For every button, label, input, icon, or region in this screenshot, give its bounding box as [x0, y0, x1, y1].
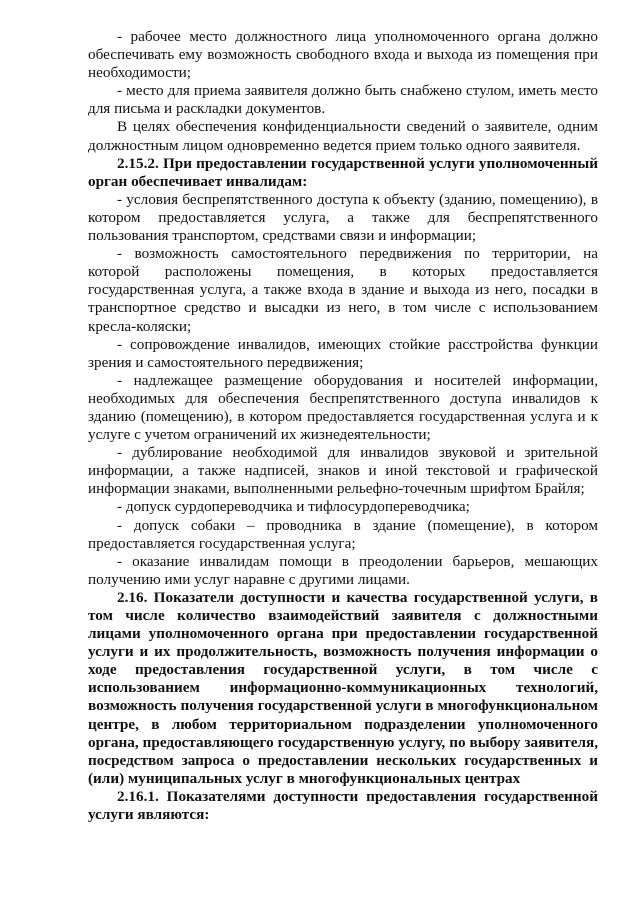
section-heading-2-15-2: 2.15.2. При предоставлении государственной услуги уполномоченный орган обеспечивает инвалидам:: [88, 154, 598, 190]
paragraph-workplace-access: - рабочее место должностного лица уполномоченного органа должно обеспечивать ему возможность свободного входа и выхода из помещения при необходимости;: [88, 28, 598, 82]
list-item-independent-movement: - возможность самостоятельного передвижения по территории, на которой расположены помещения, в которых предоставляется государственная услуга, а также входа в здание и выхода из него, посадки в транспортное средство и высадки из него, в том числе с использованием кресла-коляски;: [88, 245, 598, 335]
paragraph-confidentiality: В целях обеспечения конфиденциальности сведений о заявителе, одним должностным лицом одновременно ведется прием только одного заявителя.: [88, 118, 598, 154]
section-heading-2-16-1: 2.16.1. Показателями доступности предоставления государственной услуги являются:: [88, 787, 598, 824]
list-item-escort: - сопровождение инвалидов, имеющих стойкие расстройства функции зрения и самостоятельного передвижения;: [88, 335, 598, 371]
list-item-equipment-placement: - надлежащее размещение оборудования и носителей информации, необходимых для обеспечения беспрепятственного доступа инвалидов к зданию (помещению), в котором предоставляется государственная услуга и к услуге с учетом ограничений их жизнедеятельности;: [88, 371, 598, 444]
document-page: [88, 28, 598, 824]
list-item-barrier-assistance: - оказание инвалидам помощи в преодолении барьеров, мешающих получению ими услуг наравне с другими лицами.: [88, 552, 598, 588]
list-item-guide-dog: - допуск собаки – проводника в здание (помещение), в котором предоставляется государственная услуга;: [88, 516, 598, 552]
section-heading-2-16: 2.16. Показатели доступности и качества государственной услуги, в том числе количество взаимодействий заявителя с должностными лицами уполномоченного органа при предоставлении государственной услуги и их продолжительность, возможность получения информации о ходе предоставления государственной услуги, в том числе с использованием информационно-коммуникационных технологий, возможность получения государственной услуги в многофункциональном центре, в любом территориальном подразделении уполномоченного органа, предоставляющего государственную услугу, по выбору заявителя, посредством запроса о предоставлении нескольких государственных и (или) муниципальных услуг в многофункциональных центрах: [88, 588, 598, 787]
list-item-sign-interpreter: - допуск сурдопереводчика и тифлосурдопереводчика;: [117, 498, 470, 516]
paragraph-reception-place: - место для приема заявителя должно быть снабжено стулом, иметь место для письма и раскладки документов.: [88, 82, 598, 118]
list-item-access-conditions: - условия беспрепятственного доступа к объекту (зданию, помещению), в котором предоставляется услуга, а также для беспрепятственного пользования транспортом, средствами связи и информации;: [88, 190, 598, 245]
list-item-information-duplication: - дублирование необходимой для инвалидов звуковой и зрительной информации, а также надписей, знаков и иной текстовой и графической информации знаками, выполненными рельефно-точечным шрифтом Брайля;: [88, 444, 598, 498]
